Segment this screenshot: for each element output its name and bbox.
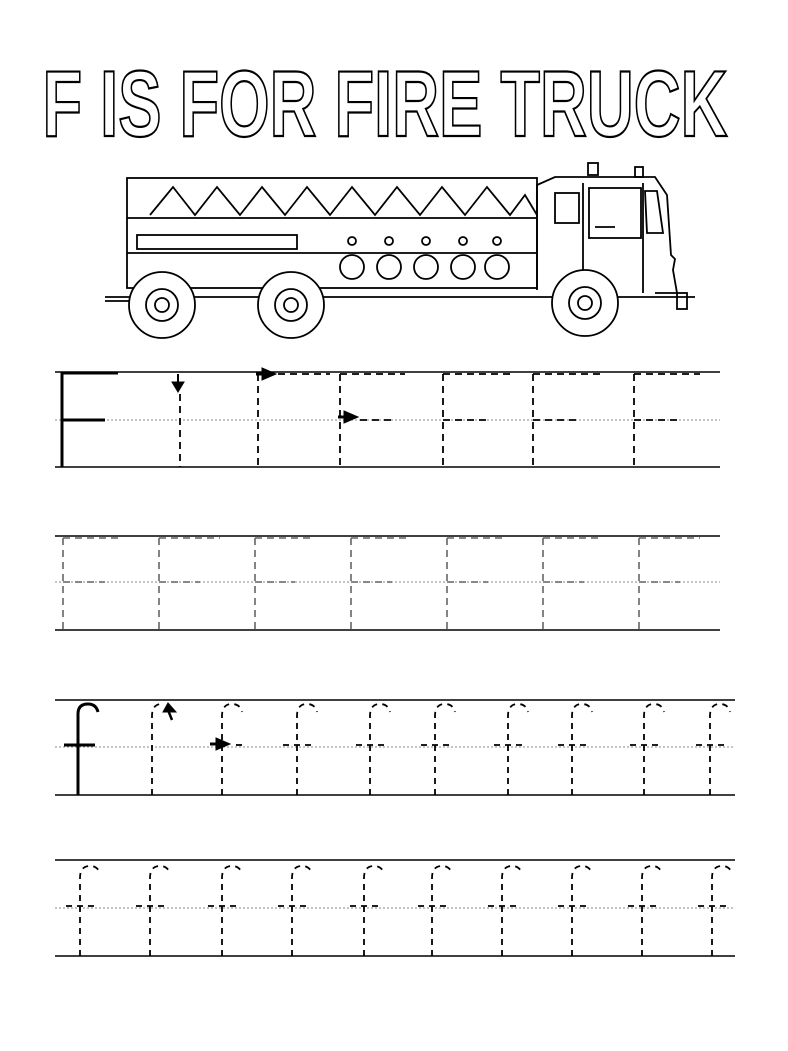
truck-zigzag <box>150 187 537 215</box>
cab-windshield <box>645 191 663 233</box>
cab-window-rear <box>555 193 579 223</box>
stroke-arrows <box>163 703 230 750</box>
trace-letters-f <box>152 704 730 795</box>
truck-wheels <box>129 270 618 338</box>
practice-row-uppercase-trace <box>0 525 788 640</box>
front-bumper <box>677 293 687 309</box>
worksheet-title <box>0 40 788 170</box>
beacon-light <box>588 163 598 175</box>
cab-door-window <box>589 188 641 238</box>
practice-row-lowercase-guided <box>0 690 788 805</box>
fire-truck-illustration <box>95 155 700 355</box>
truck-panels <box>340 255 509 279</box>
truck-stripe <box>137 235 297 249</box>
title-text: F IS FOR FIRE TRUCK <box>42 51 728 156</box>
beacon-light-2 <box>635 167 643 177</box>
stroke-arrows <box>172 368 358 423</box>
trace-letters-f <box>66 866 732 956</box>
truck-cab <box>537 177 677 293</box>
practice-row-lowercase-trace <box>0 850 788 965</box>
trace-letters-F <box>63 538 700 630</box>
practice-row-uppercase-guided <box>0 360 788 475</box>
truck-body <box>127 178 537 288</box>
model-letter-F <box>62 372 118 467</box>
model-letter-f <box>78 704 98 795</box>
truck-lights <box>348 237 501 245</box>
